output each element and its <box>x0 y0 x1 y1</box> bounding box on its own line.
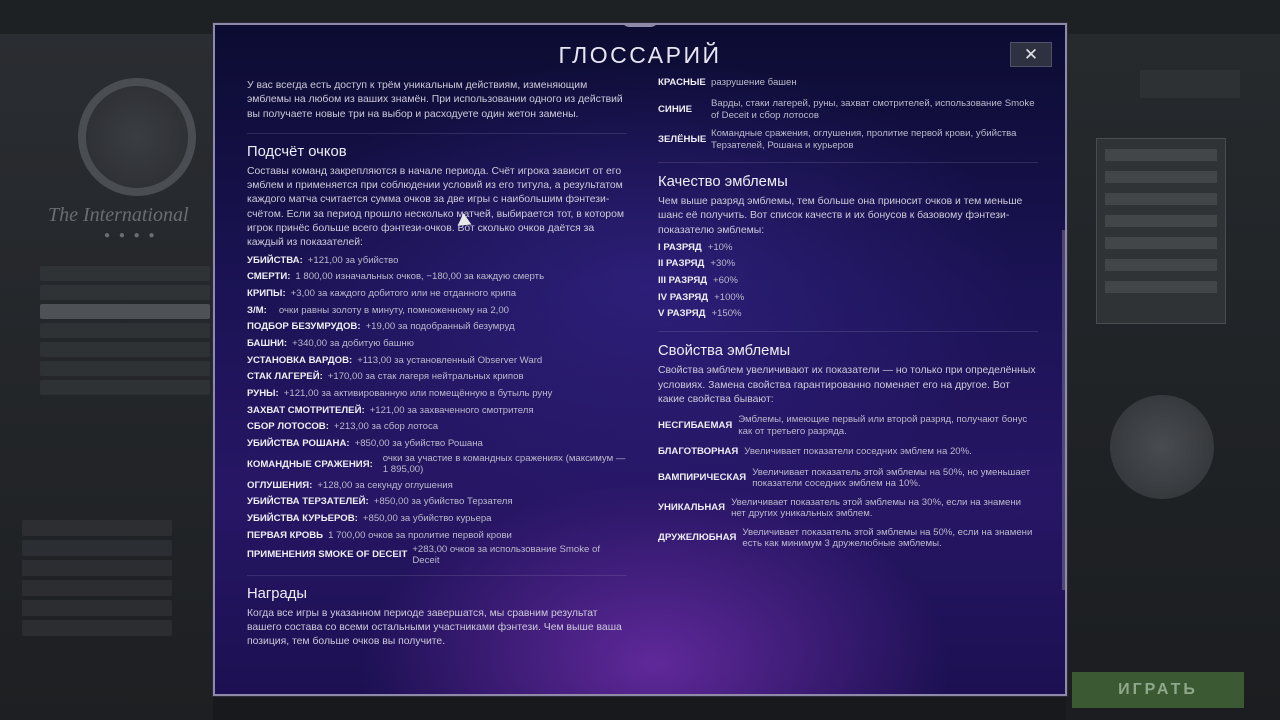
rewards-heading: Награды <box>247 585 308 602</box>
quality-heading: Качество эмблемы <box>658 174 788 190</box>
property-row: ДРУЖЕЛЮБНАЯ Увеличивает показатель этой эмблемы на 50%, если на знамени есть как минимум 3 дружелюбные эмблемы. <box>658 526 1033 550</box>
friend-list-item <box>22 560 172 576</box>
properties-text: Свойства эмблем увеличивают их показатели — но только при определённых условиях. Замена свойства гарантированно поменяет его на другое. Вот какие свойства бывают: <box>658 365 1036 405</box>
section-divider <box>658 162 1038 163</box>
rewards-text: Когда все игры в указанном периоде завершатся, мы сравним результат вашего состава со всеми остальными участниками фэнтези. Чем выше ваша позиция, тем больше очков вы получите. <box>247 607 622 648</box>
friend-list-item <box>22 540 172 556</box>
close-button[interactable] <box>1010 42 1052 67</box>
title-ornament-icon <box>620 23 660 27</box>
intro-text: У вас всегда есть доступ к трём уникальным действиям, изменяющим эмблемы на любом из ваших знамён. При использовании одного из действий вы получаете новые три на выбор и расходуете один жетон замены. <box>247 80 623 120</box>
grade-row: IV РАЗРЯД +100% <box>658 291 745 303</box>
score-row: СБОР ЛОТОСОВ: +213,00 за сбор лотоса <box>247 421 439 433</box>
score-row: СТАК ЛАГЕРЕЙ: +170,00 за стак лагеря нейтральных крипов <box>247 371 524 383</box>
side-menu-item <box>40 285 210 300</box>
score-row: ОГЛУШЕНИЯ: +128,00 за секунду оглушения <box>247 479 453 491</box>
score-row: РУНЫ: +121,00 за активированную или помещённую в бутыль руну <box>247 388 553 400</box>
score-row: З/М: очки равны золоту в минуту, помноженному на 2,00 <box>247 304 510 316</box>
client-header-button <box>1140 70 1240 98</box>
color-row: СИНИЕ Варды, стаки лагерей, руны, захват смотрителей, использование Smoke of Deceit и сбор лотосов <box>658 98 1035 121</box>
section-divider <box>247 575 627 576</box>
close-icon: ✕ <box>1023 44 1039 64</box>
properties-heading: Свойства эмблемы <box>658 343 791 360</box>
modal-title: ГЛОССАРИЙ <box>558 42 722 68</box>
color-row: КРАСНЫЕ разрушение башен <box>658 77 797 89</box>
side-menu-item <box>40 361 210 376</box>
quality-text: Чем выше разряд эмблемы, тем больше она приносит очков и тем меньше шанс её получить. Вот список качеств и их бонусов к базовому фэнтези-показателю эмблемы: <box>658 196 1023 236</box>
score-row: УБИЙСТВА: +121,00 за убийство <box>247 254 399 266</box>
scoring-text: Составы команд закрепляются в начале периода. Счёт игрока зависит от его эмблем и применяется при соблюдении условий из его титула, а результатом каждого матча считается сумма очков за две игры с наибольшим фэнтези-счётом. Если за период прошло несколько матчей, выбирается тот, в котором игрок принёс больше всего фэнтези-очков. Вот сколько очков даётся за каждый из показателей: <box>247 165 625 249</box>
score-row: КОМАНДНЫЕ СРАЖЕНИЯ: очки за участие в командных сражениях (максимум — 1 895,00) <box>247 453 626 476</box>
properties-list <box>658 411 1038 553</box>
friend-list-item <box>22 600 172 616</box>
side-menu-item <box>40 266 210 281</box>
score-row: УСТАНОВКА ВАРДОВ: +113,00 за установленный Observer Ward <box>247 354 543 366</box>
grade-row: V РАЗРЯД +150% <box>658 308 742 320</box>
client-side-menu <box>40 262 210 399</box>
team-logo-icon <box>1110 395 1214 499</box>
glossary-modal <box>213 23 1067 696</box>
score-row: УБИЙСТВА КУРЬЕРОВ: +850,00 за убийство курьера <box>247 513 492 525</box>
color-row: ЗЕЛЁНЫЕ Командные сражения, оглушения, пролитие первой крови, убийства Терзателей, Рошана и курьеров <box>658 128 1017 151</box>
scoring-list <box>247 252 627 566</box>
scoring-heading: Подсчёт очков <box>247 143 347 160</box>
friend-list-item <box>22 620 172 636</box>
side-menu-item <box>40 323 210 338</box>
scrollbar[interactable] <box>1062 230 1065 590</box>
section-divider <box>658 331 1038 332</box>
grade-row: II РАЗРЯД +30% <box>658 258 736 270</box>
client-right-panel <box>1066 34 1280 720</box>
property-row: НЕСГИБАЕМАЯ Эмблемы, имеющие первый или второй разряд, получают бонус как от третьего разряда. <box>658 414 1028 437</box>
property-row: БЛАГОТВОРНАЯ Увеличивает показатели соседних эмблем на 20%. <box>658 445 972 457</box>
glossary-right-column <box>658 75 1038 553</box>
emblem-colors-list <box>658 71 1038 155</box>
score-row: ПОДБОР БЕЗУМРУДОВ: +19,00 за подобранный безумруд <box>247 321 515 333</box>
grade-row: III РАЗРЯД +60% <box>658 275 738 287</box>
grade-row: I РАЗРЯД +10% <box>658 241 733 253</box>
glossary-left-column <box>247 79 627 650</box>
score-row: БАШНИ: +340,00 за добитую башню <box>247 337 414 349</box>
score-row: СМЕРТИ: 1 800,00 изначальных очков, −180,00 за каждую смерть <box>247 271 545 283</box>
score-row: УБИЙСТВА ТЕРЗАТЕЛЕЙ: +850,00 за убийство Терзателя <box>247 496 513 508</box>
friend-list-item <box>22 520 172 536</box>
score-row: ЗАХВАТ СМОТРИТЕЛЕЙ: +121,00 за захваченного смотрителя <box>247 404 534 416</box>
score-row: УБИЙСТВА РОШАНА: +850,00 за убийство Рошана <box>247 438 483 450</box>
play-button: ИГРАТЬ <box>1072 672 1244 708</box>
side-menu-item <box>40 380 210 395</box>
side-menu-item <box>40 304 210 319</box>
section-divider <box>247 133 627 134</box>
score-row: ПЕРВАЯ КРОВЬ 1 700,00 очков за пролитие первой крови <box>247 529 512 541</box>
property-row: УНИКАЛЬНАЯ Увеличивает показатель этой эмблемы на 30%, если на знамени нет других уникальных эмблем. <box>658 496 1021 520</box>
compendium-emblem <box>78 78 196 196</box>
quality-list <box>658 239 1038 322</box>
brand-logo-text: The International <box>48 204 189 226</box>
score-row: ПРИМЕНЕНИЯ SMOKE OF DECEIT +283,00 очков за использование Smoke of Deceit <box>247 543 601 566</box>
side-menu-item <box>40 342 210 357</box>
score-row: КРИПЫ: +3,00 за каждого добитого или не отданного крипа <box>247 287 517 299</box>
client-stats-panel <box>1096 138 1226 324</box>
friend-list-item <box>22 580 172 596</box>
rating-dots: ● ● ● ● <box>104 230 158 241</box>
property-row: ВАМПИРИЧЕСКАЯ Увеличивает показатель этой эмблемы на 50%, но уменьшает показатели соседних эмблем на 10%. <box>658 466 1031 490</box>
